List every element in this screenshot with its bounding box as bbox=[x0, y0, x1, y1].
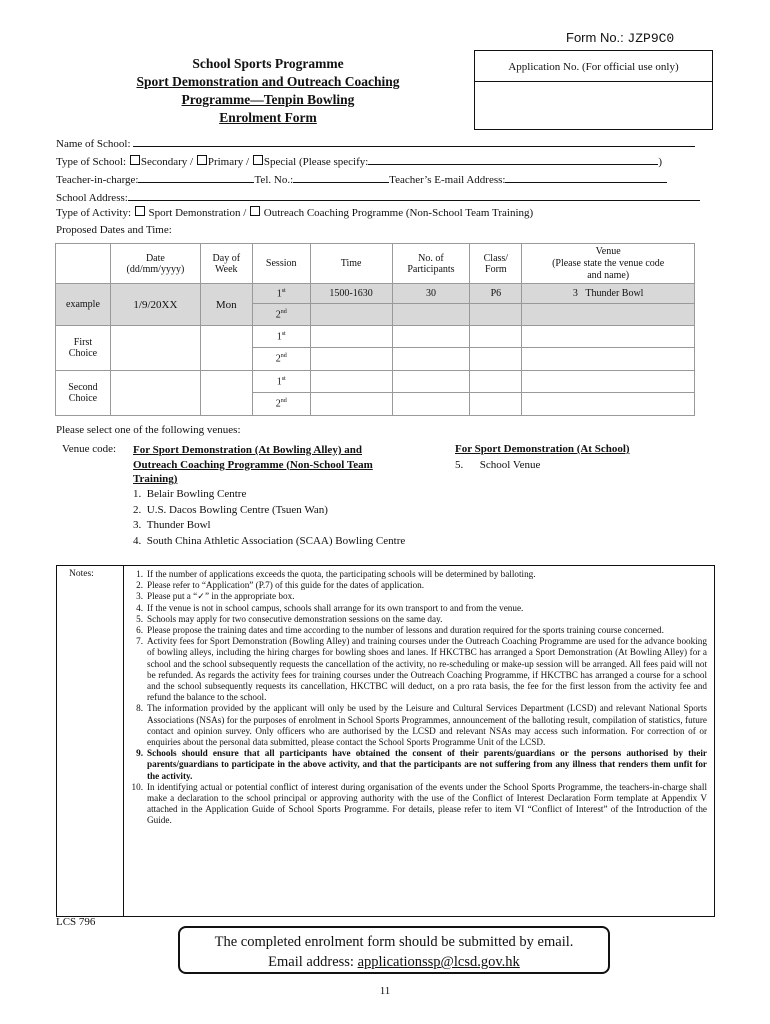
teacher-row: Teacher-in-charge: Tel. No.: Teacher’s E-mail Address: bbox=[56, 170, 667, 186]
list-item: 4. South China Athletic Association (SCAA) Bowling Centre bbox=[133, 534, 406, 547]
example-row: example 1/9/20XX Mon 1st 1500-1630 30 P6 3 Thunder Bowl bbox=[56, 284, 695, 304]
first-choice-date-cell[interactable] bbox=[110, 326, 200, 371]
note-1: 1. If the number of applications exceeds the quota, the participating schools will be determined by balloting. bbox=[136, 569, 536, 579]
secondary-checkbox[interactable] bbox=[130, 155, 140, 165]
second-choice-day-cell[interactable] bbox=[200, 371, 252, 416]
email-link[interactable]: applicationssp@lcsd.gov.hk bbox=[357, 954, 520, 970]
note-5: 5. Schools may apply for two consecutive demonstration sessions on the same day. bbox=[136, 613, 443, 624]
note-6: 6. Please propose the training dates and time according to the number of lessons and duration required for the sports training course concerned. bbox=[136, 625, 664, 636]
school-name-row: Name of School: bbox=[56, 134, 695, 150]
lcs-code: LCS 796 bbox=[56, 916, 96, 928]
alley-venues-title: For Sport Demonstration (At Bowling Alley) and Outreach Coaching Programme (Non-School Team Training) bbox=[133, 444, 373, 485]
special-checkbox[interactable] bbox=[253, 155, 263, 165]
application-number-field[interactable] bbox=[475, 82, 712, 129]
school-type-row: Type of School: Secondary / Primary / Special (Please specify: ) bbox=[56, 152, 662, 168]
special-specify-field[interactable] bbox=[368, 152, 658, 165]
table-header-row: Date (dd/mm/yyyy) Day of Week Session Time No. of Participants Class/ Form Venue (Please state the venue code and name) bbox=[56, 244, 695, 284]
notes-list bbox=[127, 569, 707, 827]
submission-box: The completed enrolment form should be submitted by email. Email address: applicationssp@lcsd.gov.hk bbox=[178, 926, 610, 974]
second-choice-row: Second Choice 1st bbox=[56, 371, 695, 393]
note-8: 8. The information provided by the applicant will only be used by the Leisure and Cultural Services Department (LCSD) and relevant National Sports Associations (NSAs) for the purposes of enrolment in School Sports Programmes, announcement of the balloting result, compilation of statistics, future contact and opinion survey. Only officers who are authorised by the LCSD and relevant NSAs may access such information. For correction of or enquiries about the personal data submitted, please contact the School Sports Programme Unit of the LCSD. bbox=[136, 703, 707, 748]
schedule-table bbox=[55, 243, 695, 416]
tel-field[interactable] bbox=[293, 170, 389, 183]
school-venue-title: For Sport Demonstration (At School) bbox=[455, 443, 630, 455]
school-name-field[interactable] bbox=[133, 134, 695, 147]
example-row-2: 2nd bbox=[56, 304, 695, 326]
teacher-field[interactable] bbox=[138, 170, 254, 183]
venues-intro: Please select one of the following venues: bbox=[56, 424, 241, 436]
address-row: School Address: bbox=[56, 188, 700, 204]
outreach-checkbox[interactable] bbox=[250, 206, 260, 216]
list-item: 2. U.S. Dacos Bowling Centre (Tsuen Wan) bbox=[133, 503, 328, 516]
email-field[interactable] bbox=[505, 170, 667, 183]
form-title: School Sports Programme Sport Demonstration and Outreach Coaching Programme—Tenpin Bowling Enrolment Form bbox=[136, 56, 400, 125]
venue-code-label: Venue code: bbox=[62, 443, 117, 455]
first-choice-row-2: 2nd bbox=[56, 348, 695, 371]
activity-type-row: Type of Activity: Sport Demonstration / Outreach Coaching Programme (Non-School Team Training) bbox=[56, 207, 534, 219]
note-2: 2. Please refer to “Application” (P.7) of this guide for the dates of application. bbox=[136, 580, 425, 591]
note-4: 4. If the venue is not in school campus, schools shall arrange for its own transport to and from the venue. bbox=[136, 602, 524, 613]
second-choice-date-cell[interactable] bbox=[110, 371, 200, 416]
page-number: 11 bbox=[379, 985, 391, 997]
primary-checkbox[interactable] bbox=[197, 155, 207, 165]
note-7: 7. Activity fees for Sport Demonstration (Bowling Alley) and training courses under the Outreach Coaching Programme are used for the advance booking of bowling alleys, including the hiring charges for bowling shoes and lanes. If HKCTBC has arranged a Sport Demonstration (At Bowling Alley) for a school and the school subsequently requests the cancellation of the activity, no re-scheduling or make-up session will be arranged. All fees paid will not be refunded. As regards the activity fees for training courses under the Outreach Coaching Programme, if HKCTBC has arranged a course for a school and the school subsequently requests its cancellation, HKCTBC will deduct, on a pro rata basis, the fee for the first lesson from the activity fee and refund the balance to the school. bbox=[136, 636, 707, 703]
sport-demo-checkbox[interactable] bbox=[135, 206, 145, 216]
second-choice-row-2: 2nd bbox=[56, 393, 695, 416]
first-choice-row: First Choice 1st bbox=[56, 326, 695, 348]
note-3: 3. Please put a “✓” in the appropriate box. bbox=[136, 591, 295, 602]
list-item: 3. Thunder Bowl bbox=[133, 519, 211, 531]
application-number-box: Application No. (For official use only) bbox=[474, 50, 713, 130]
school-venue-item: 5. School Venue bbox=[455, 459, 541, 471]
alley-venue-list bbox=[133, 487, 405, 549]
proposed-dates-label: Proposed Dates and Time: bbox=[56, 224, 172, 236]
list-item: 1. Belair Bowling Centre bbox=[133, 488, 247, 500]
note-9: 9. Schools should ensure that all participants have obtained the consent of their parents/guardians or the persons authorised by their parents/guardians to participate in the above activity, and that the participants are not suffering from any illness that renders them unfit for the activity. bbox=[136, 748, 707, 781]
note-10: 10. In identifying actual or potential conflict of interest during organisation of the events under the School Sports Programme, the teachers-in-charge shall make a declaration to the school principal or approving authority with the use of the Conflict of Interest Declaration Form template at Appendix V attached in the Application Guide of School Sports Programme. For details, please refer to item VI “Conflict of Interest” of the Introduction of the Guide. bbox=[131, 781, 707, 826]
form-number: Form No.: JZP9C0 bbox=[566, 30, 675, 46]
first-choice-day-cell[interactable] bbox=[200, 326, 252, 371]
notes-box: Notes: 1. If the number of applications exceeds the quota, the participating schools will be determined by balloting. 2. Please refer to “Application” (P.7) of this guide for the dates of application. 3. Please put a “✓” in the appropriate box. 4. If the venue is not in school campus, schools shall arrange for its own transport to and from the venue. 5. Schools may apply for two consecutive demonstration sessions on the same day. 6. Please propose the training dates and time according to the number of lessons and duration required for the sports training course concerned. 7. Activity fees for Sport Demonstration (Bowling Alley) and training courses under the Outreach Coaching Programme are used for the advance booking of bowling alleys, including the hiring charges for bowling shoes and lanes. If HKCTBC has arranged a Sport Demonstration (At Bowling Alley) for a school and the school subsequently requests the cancellation of the activity, no re-scheduling or make-up session will be arranged. All fees paid will not be refunded. As regards the activity fees for training courses under the Outreach Coaching Programme, if HKCTBC has arranged a course for a school and the school subsequently requests its cancellation, HKCTBC will deduct, on a pro rata basis, the fee for the first lesson from the activity fee and refund the balance to the school. 8. The information provided by the applicant will only be used by the Leisure and Cultural Services Department (LCSD) and relevant National Sports Associations (NSAs) for the purposes of enrolment in School Sports Programmes, announcement of the balloting result, compilation of statistics, future contact and opinion survey. Only officers who are authorised by the LCSD and relevant NSAs may access such information. For correction of or enquiries about the personal data submitted, please contact the School Sports Programme Unit of the LCSD. 9. Schools should ensure that all participants have obtained the consent of their parents/guardians or the persons authorised by their parents/guardians to participate in the above activity, and that the participants are not suffering from any illness that renders them unfit for the activity. 10. In identifying actual or potential conflict of interest during organisation of the events under the School Sports Programme, the teachers-in-charge shall make a declaration to the school principal or approving authority with the use of the Conflict of Interest Declaration Form template at Appendix V attached in the Application Guide of School Sports Programme. For details, please refer to item VI “Conflict of Interest” of the Introduction of the Guide. bbox=[56, 565, 715, 917]
address-field[interactable] bbox=[128, 188, 700, 201]
